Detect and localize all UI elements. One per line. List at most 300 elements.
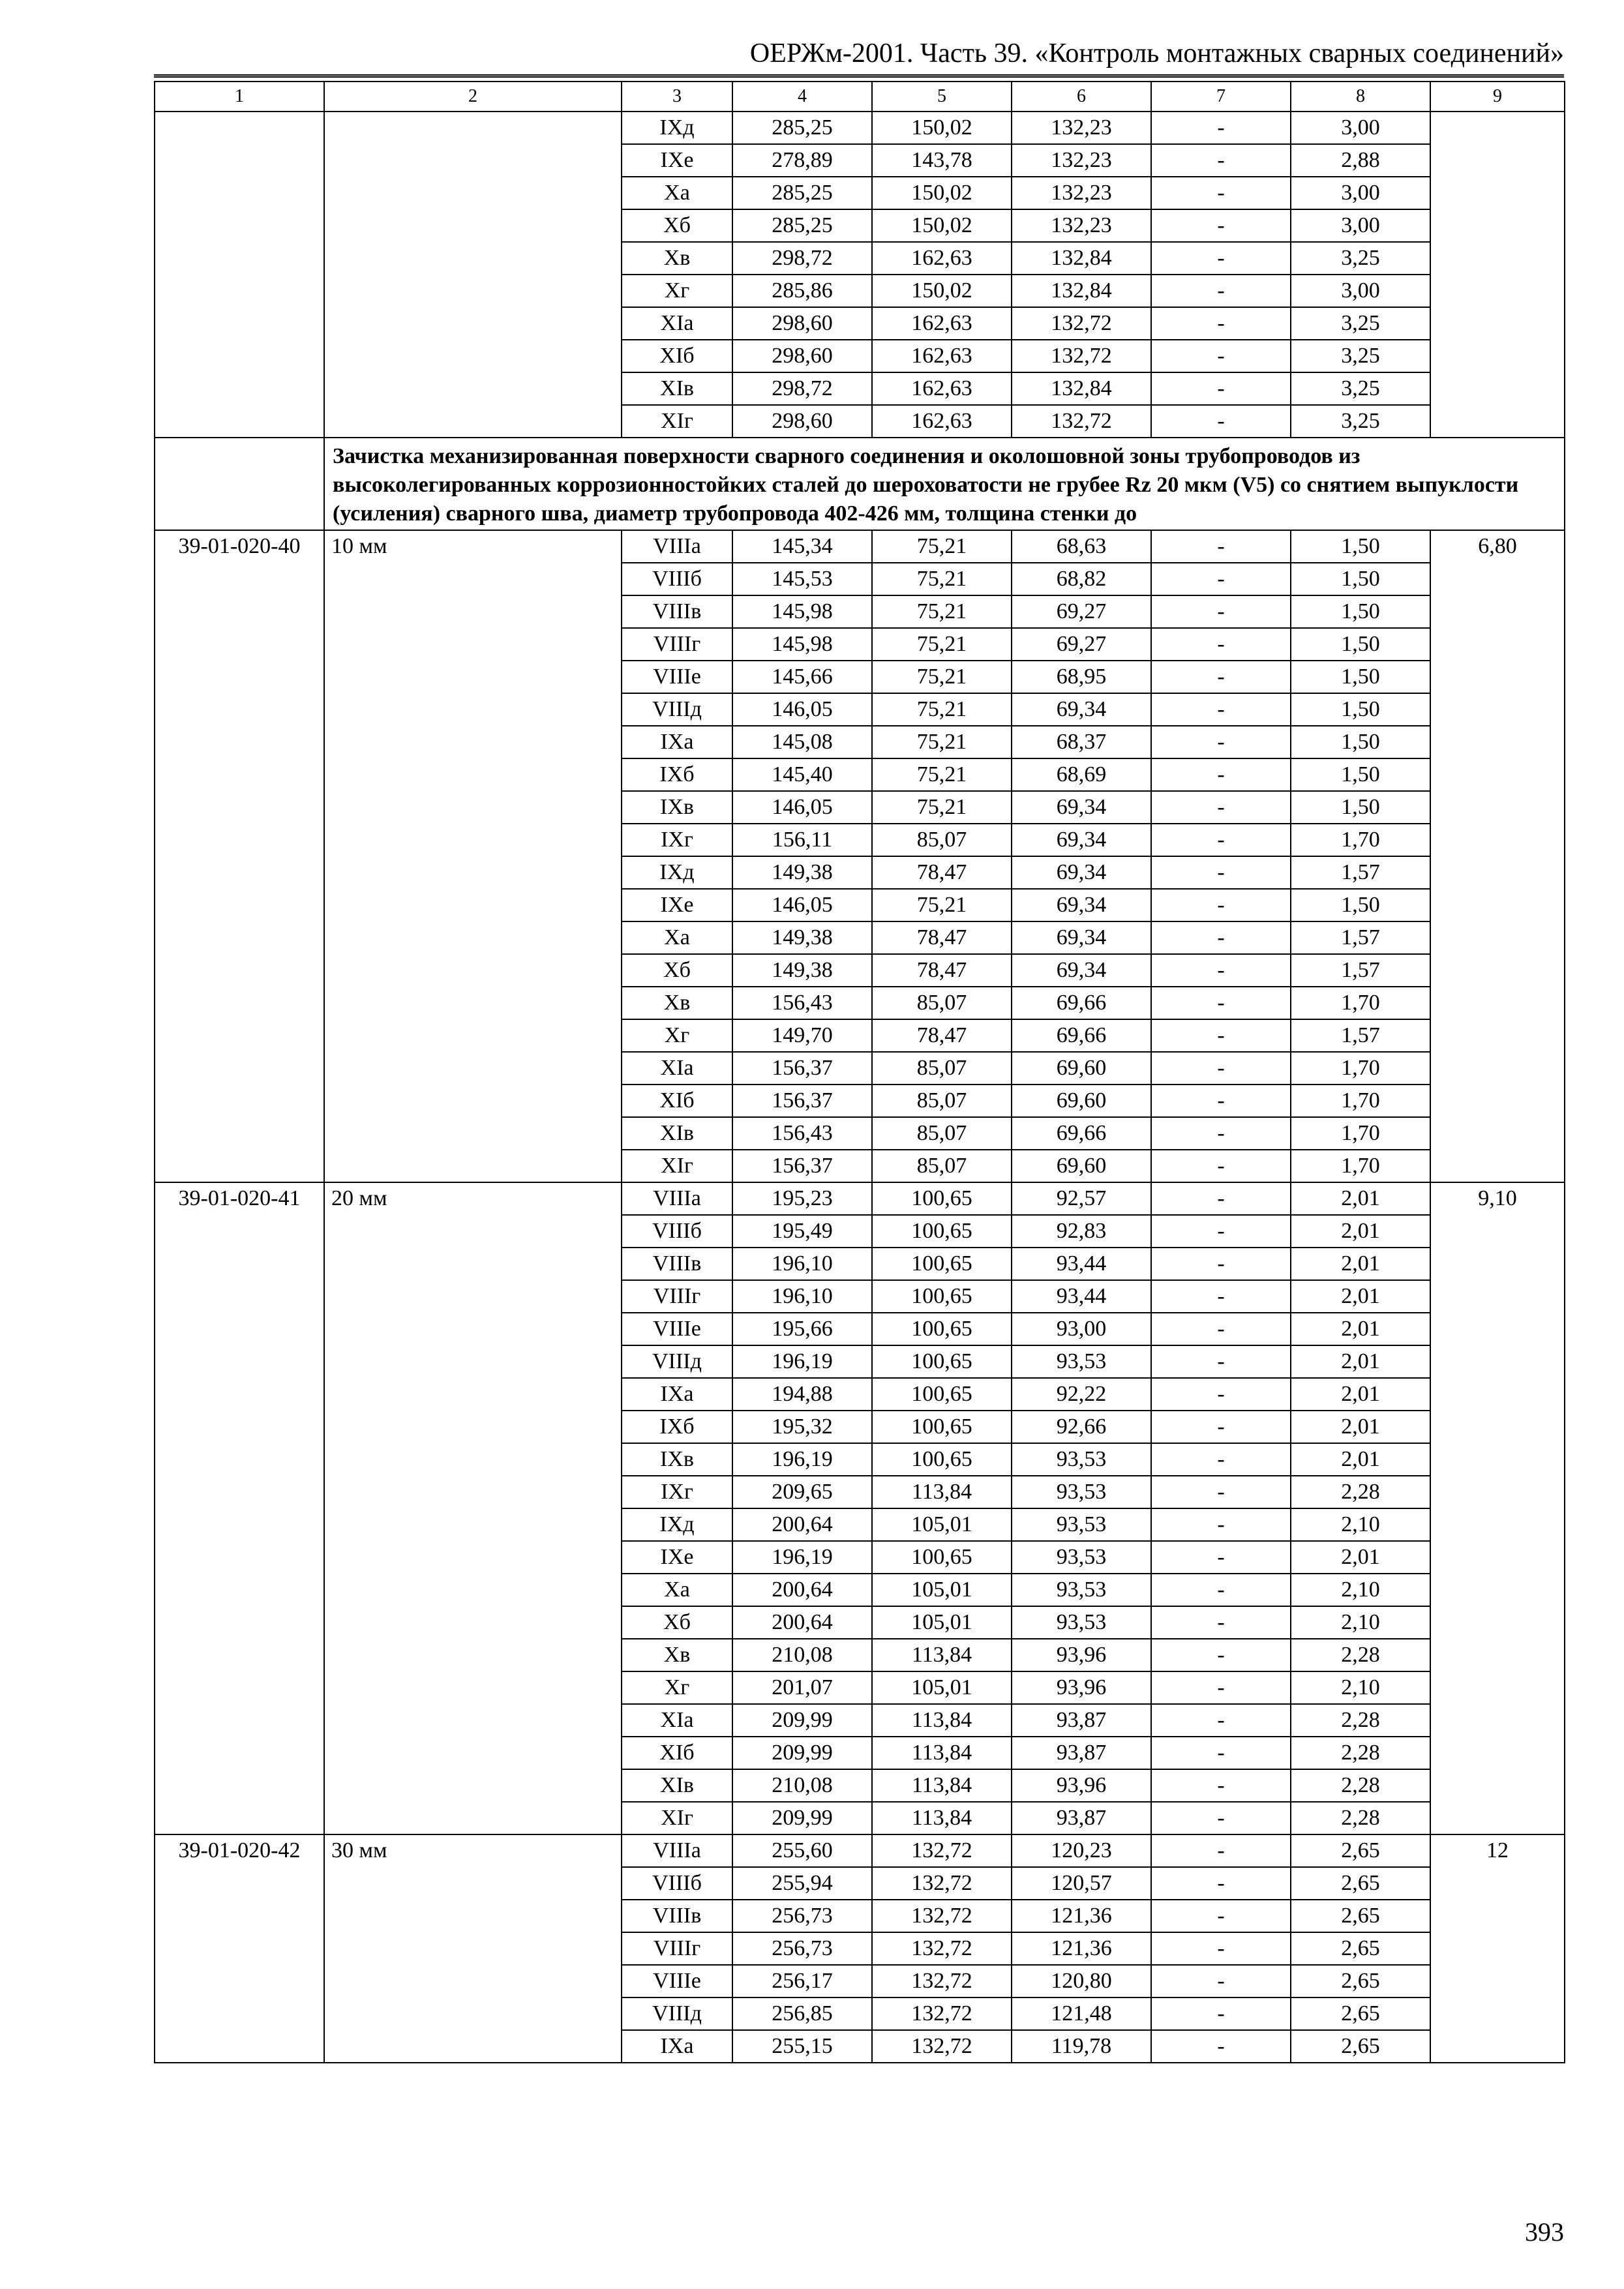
price-table [154, 81, 1565, 2063]
value-cell: 113,84 [872, 1704, 1012, 1737]
value-cell: 285,25 [732, 209, 872, 242]
zone-cell: Xг [622, 275, 732, 307]
value-cell: 210,08 [732, 1769, 872, 1802]
value-cell: 105,01 [872, 1671, 1012, 1704]
value-cell: 209,99 [732, 1802, 872, 1834]
value-cell: 1,50 [1291, 693, 1430, 726]
value-cell: - [1151, 1606, 1291, 1639]
value-cell: 255,15 [732, 2030, 872, 2063]
zone-cell: VIIIе [622, 1313, 732, 1345]
value-cell: 69,34 [1012, 921, 1151, 954]
zone-cell: VIIIв [622, 1248, 732, 1280]
value-cell: 285,25 [732, 177, 872, 209]
value-cell: 156,37 [732, 1052, 872, 1085]
wall-thickness: 20 мм [324, 1182, 622, 1834]
wall-thickness: 10 мм [324, 530, 622, 1182]
value-cell: 145,08 [732, 726, 872, 758]
value-cell: 93,44 [1012, 1280, 1151, 1313]
value-cell: 92,57 [1012, 1182, 1151, 1215]
value-cell: 156,11 [732, 824, 872, 856]
value-cell: 195,32 [732, 1411, 872, 1443]
value-cell: 113,84 [872, 1769, 1012, 1802]
value-cell: - [1151, 628, 1291, 661]
coefficient: 6,80 [1430, 530, 1565, 1182]
zone-cell: XIг [622, 1150, 732, 1182]
value-cell: - [1151, 1834, 1291, 1867]
value-cell: 132,72 [872, 1965, 1012, 1997]
value-cell: 2,65 [1291, 1900, 1430, 1932]
value-cell: - [1151, 530, 1291, 563]
value-cell: 93,87 [1012, 1704, 1151, 1737]
zone-cell: VIIIе [622, 661, 732, 693]
wall-thickness: 30 мм [324, 1834, 622, 2063]
value-cell: - [1151, 1476, 1291, 1508]
value-cell: 120,80 [1012, 1965, 1151, 1997]
value-cell: 132,72 [872, 1997, 1012, 2030]
value-cell: 162,63 [872, 405, 1012, 438]
value-cell: - [1151, 209, 1291, 242]
value-cell: 1,70 [1291, 987, 1430, 1019]
zone-cell: Xг [622, 1671, 732, 1704]
value-cell: 93,96 [1012, 1769, 1151, 1802]
value-cell: 69,66 [1012, 1117, 1151, 1150]
value-cell: 69,34 [1012, 954, 1151, 987]
value-cell: - [1151, 340, 1291, 372]
value-cell: 132,72 [872, 1932, 1012, 1965]
value-cell: 298,72 [732, 372, 872, 405]
value-cell: 149,38 [732, 954, 872, 987]
value-cell: 2,10 [1291, 1671, 1430, 1704]
zone-cell: XIв [622, 1769, 732, 1802]
value-cell: - [1151, 1052, 1291, 1085]
value-cell: 68,63 [1012, 530, 1151, 563]
value-cell: 200,64 [732, 1606, 872, 1639]
value-cell: 196,19 [732, 1345, 872, 1378]
zone-cell: VIIIа [622, 1182, 732, 1215]
value-cell: 75,21 [872, 889, 1012, 921]
value-cell: 1,70 [1291, 1150, 1430, 1182]
value-cell: - [1151, 1704, 1291, 1737]
value-cell: 93,96 [1012, 1639, 1151, 1671]
value-cell: 69,66 [1012, 1019, 1151, 1052]
value-cell: 113,84 [872, 1737, 1012, 1769]
empty-code-cell [155, 112, 324, 438]
column-number: 2 [324, 82, 622, 112]
value-cell: 2,28 [1291, 1802, 1430, 1834]
zone-cell: IXб [622, 758, 732, 791]
value-cell: - [1151, 242, 1291, 275]
value-cell: 69,27 [1012, 595, 1151, 628]
value-cell: 132,72 [872, 2030, 1012, 2063]
value-cell: 162,63 [872, 307, 1012, 340]
value-cell: - [1151, 307, 1291, 340]
zone-cell: IXе [622, 889, 732, 921]
value-cell: 100,65 [872, 1411, 1012, 1443]
value-cell: 121,36 [1012, 1900, 1151, 1932]
zone-cell: VIIIа [622, 1834, 732, 1867]
value-cell: - [1151, 1378, 1291, 1411]
value-cell: 209,99 [732, 1704, 872, 1737]
value-cell: 145,66 [732, 661, 872, 693]
value-cell: 196,19 [732, 1443, 872, 1476]
value-cell: - [1151, 1215, 1291, 1248]
value-cell: 156,37 [732, 1085, 872, 1117]
value-cell: 69,34 [1012, 791, 1151, 824]
value-cell: - [1151, 1802, 1291, 1834]
zone-cell: XIг [622, 1802, 732, 1834]
value-cell: - [1151, 1182, 1291, 1215]
value-cell: - [1151, 954, 1291, 987]
value-cell: 1,50 [1291, 889, 1430, 921]
zone-cell: IXг [622, 824, 732, 856]
value-cell: 2,01 [1291, 1182, 1430, 1215]
value-cell: 100,65 [872, 1541, 1012, 1574]
value-cell: 146,05 [732, 693, 872, 726]
value-cell: 145,98 [732, 628, 872, 661]
value-cell: 194,88 [732, 1378, 872, 1411]
value-cell: - [1151, 2030, 1291, 2063]
empty-code-cell [155, 438, 324, 530]
zone-cell: Xа [622, 177, 732, 209]
zone-cell: XIа [622, 1704, 732, 1737]
value-cell: 132,23 [1012, 209, 1151, 242]
value-cell: 75,21 [872, 726, 1012, 758]
value-cell: 75,21 [872, 595, 1012, 628]
value-cell: 100,65 [872, 1215, 1012, 1248]
value-cell: 92,22 [1012, 1378, 1151, 1411]
value-cell: 132,72 [1012, 405, 1151, 438]
zone-cell: IXа [622, 1378, 732, 1411]
value-cell: 132,84 [1012, 275, 1151, 307]
empty-coef-cell [1430, 112, 1565, 438]
value-cell: 278,89 [732, 144, 872, 177]
value-cell: 1,57 [1291, 921, 1430, 954]
zone-cell: VIIIг [622, 1932, 732, 1965]
value-cell: 1,50 [1291, 595, 1430, 628]
zone-cell: XIв [622, 1117, 732, 1150]
value-cell: 75,21 [872, 530, 1012, 563]
value-cell: 113,84 [872, 1802, 1012, 1834]
value-cell: 100,65 [872, 1313, 1012, 1345]
value-cell: 75,21 [872, 791, 1012, 824]
value-cell: 92,66 [1012, 1411, 1151, 1443]
section-title: Зачистка механизированная поверхности сварного соединения и околошовной зоны трубопроводов из высоколегированных коррозионностойких сталей до шероховатости не грубее Rz 20 мкм (V5) со снятием выпуклости (усиления) сварного шва, диаметр трубопровода 402-426 мм, толщина стенки до [324, 438, 1565, 530]
value-cell: 85,07 [872, 1085, 1012, 1117]
value-cell: - [1151, 726, 1291, 758]
value-cell: 78,47 [872, 921, 1012, 954]
value-cell: 100,65 [872, 1378, 1012, 1411]
value-cell: 195,49 [732, 1215, 872, 1248]
value-cell: 1,50 [1291, 661, 1430, 693]
value-cell: 149,38 [732, 856, 872, 889]
norm-code: 39-01-020-41 [155, 1182, 324, 1834]
value-cell: 285,25 [732, 112, 872, 144]
value-cell: 75,21 [872, 563, 1012, 595]
column-number: 8 [1291, 82, 1430, 112]
value-cell: - [1151, 112, 1291, 144]
value-cell: 2,28 [1291, 1769, 1430, 1802]
value-cell: 78,47 [872, 856, 1012, 889]
value-cell: 162,63 [872, 242, 1012, 275]
zone-cell: XIг [622, 405, 732, 438]
zone-cell: IXа [622, 726, 732, 758]
value-cell: - [1151, 177, 1291, 209]
value-cell: 69,60 [1012, 1150, 1151, 1182]
zone-cell: VIIIб [622, 1215, 732, 1248]
value-cell: 2,88 [1291, 144, 1430, 177]
zone-cell: Xб [622, 209, 732, 242]
value-cell: - [1151, 791, 1291, 824]
zone-cell: IXб [622, 1411, 732, 1443]
value-cell: 2,01 [1291, 1541, 1430, 1574]
value-cell: 1,50 [1291, 758, 1430, 791]
value-cell: - [1151, 1639, 1291, 1671]
value-cell: 93,53 [1012, 1476, 1151, 1508]
value-cell: 132,72 [1012, 307, 1151, 340]
value-cell: - [1151, 1117, 1291, 1150]
value-cell: 2,10 [1291, 1606, 1430, 1639]
value-cell: 93,53 [1012, 1541, 1151, 1574]
value-cell: 105,01 [872, 1574, 1012, 1606]
value-cell: 209,65 [732, 1476, 872, 1508]
value-cell: - [1151, 1541, 1291, 1574]
value-cell: 150,02 [872, 209, 1012, 242]
value-cell: 93,96 [1012, 1671, 1151, 1704]
value-cell: 75,21 [872, 693, 1012, 726]
value-cell: 69,60 [1012, 1085, 1151, 1117]
section-title-row [155, 438, 1565, 530]
value-cell: - [1151, 1574, 1291, 1606]
value-cell: 85,07 [872, 1052, 1012, 1085]
value-cell: - [1151, 405, 1291, 438]
value-cell: 68,95 [1012, 661, 1151, 693]
value-cell: 100,65 [872, 1182, 1012, 1215]
value-cell: - [1151, 1867, 1291, 1900]
zone-cell: VIIIб [622, 563, 732, 595]
value-cell: 210,08 [732, 1639, 872, 1671]
value-cell: 195,23 [732, 1182, 872, 1215]
zone-cell: Xа [622, 921, 732, 954]
value-cell: 150,02 [872, 177, 1012, 209]
coefficient: 9,10 [1430, 1182, 1565, 1834]
value-cell: 132,72 [872, 1867, 1012, 1900]
value-cell: 132,72 [872, 1834, 1012, 1867]
value-cell: 113,84 [872, 1639, 1012, 1671]
value-cell: 201,07 [732, 1671, 872, 1704]
empty-thickness-cell [324, 112, 622, 438]
value-cell: 93,00 [1012, 1313, 1151, 1345]
value-cell: 121,36 [1012, 1932, 1151, 1965]
column-number: 1 [155, 82, 324, 112]
table-row [155, 1182, 1565, 1215]
zone-cell: Xв [622, 987, 732, 1019]
zone-cell: VIIIб [622, 1867, 732, 1900]
zone-cell: Xб [622, 954, 732, 987]
value-cell: 145,53 [732, 563, 872, 595]
zone-cell: XIб [622, 1085, 732, 1117]
value-cell: 298,72 [732, 242, 872, 275]
value-cell: 3,00 [1291, 177, 1430, 209]
value-cell: 93,87 [1012, 1737, 1151, 1769]
zone-cell: Xг [622, 1019, 732, 1052]
value-cell: 100,65 [872, 1280, 1012, 1313]
value-cell: 162,63 [872, 372, 1012, 405]
value-cell: 2,01 [1291, 1280, 1430, 1313]
value-cell: 78,47 [872, 954, 1012, 987]
zone-cell: IXе [622, 1541, 732, 1574]
value-cell: - [1151, 1411, 1291, 1443]
zone-cell: IXв [622, 791, 732, 824]
value-cell: 1,50 [1291, 563, 1430, 595]
value-cell: 3,25 [1291, 340, 1430, 372]
value-cell: 105,01 [872, 1508, 1012, 1541]
zone-cell: Xв [622, 1639, 732, 1671]
value-cell: - [1151, 921, 1291, 954]
value-cell: 93,53 [1012, 1574, 1151, 1606]
value-cell: 3,00 [1291, 209, 1430, 242]
value-cell: 2,65 [1291, 1997, 1430, 2030]
value-cell: 132,23 [1012, 177, 1151, 209]
value-cell: 2,01 [1291, 1215, 1430, 1248]
value-cell: 100,65 [872, 1345, 1012, 1378]
value-cell: 255,94 [732, 1867, 872, 1900]
value-cell: 150,02 [872, 275, 1012, 307]
value-cell: 69,34 [1012, 693, 1151, 726]
value-cell: 1,50 [1291, 530, 1430, 563]
value-cell: 196,10 [732, 1248, 872, 1280]
value-cell: 93,53 [1012, 1606, 1151, 1639]
column-number-row [155, 82, 1565, 112]
value-cell: 69,60 [1012, 1052, 1151, 1085]
value-cell: 119,78 [1012, 2030, 1151, 2063]
zone-cell: IXд [622, 856, 732, 889]
zone-cell: VIIIг [622, 628, 732, 661]
column-number: 7 [1151, 82, 1291, 112]
norm-code: 39-01-020-40 [155, 530, 324, 1182]
zone-cell: VIIIд [622, 693, 732, 726]
zone-cell: VIIIа [622, 530, 732, 563]
value-cell: 146,05 [732, 889, 872, 921]
value-cell: - [1151, 1997, 1291, 2030]
value-cell: 92,83 [1012, 1215, 1151, 1248]
value-cell: - [1151, 1443, 1291, 1476]
zone-cell: IXа [622, 2030, 732, 2063]
value-cell: 256,73 [732, 1932, 872, 1965]
value-cell: - [1151, 889, 1291, 921]
zone-cell: XIб [622, 340, 732, 372]
value-cell: 196,19 [732, 1541, 872, 1574]
zone-cell: VIIIе [622, 1965, 732, 1997]
table-row [155, 530, 1565, 563]
value-cell: 100,65 [872, 1248, 1012, 1280]
value-cell: - [1151, 595, 1291, 628]
zone-cell: XIа [622, 1052, 732, 1085]
value-cell: 75,21 [872, 758, 1012, 791]
value-cell: - [1151, 824, 1291, 856]
value-cell: 132,23 [1012, 144, 1151, 177]
value-cell: 121,48 [1012, 1997, 1151, 2030]
column-number: 4 [732, 82, 872, 112]
value-cell: 143,78 [872, 144, 1012, 177]
value-cell: - [1151, 1313, 1291, 1345]
value-cell: 200,64 [732, 1574, 872, 1606]
zone-cell: VIIIд [622, 1345, 732, 1378]
value-cell: 285,86 [732, 275, 872, 307]
value-cell: 162,63 [872, 340, 1012, 372]
value-cell: - [1151, 1248, 1291, 1280]
value-cell: 3,00 [1291, 275, 1430, 307]
value-cell: - [1151, 1932, 1291, 1965]
value-cell: - [1151, 144, 1291, 177]
zone-cell: XIб [622, 1737, 732, 1769]
value-cell: 68,37 [1012, 726, 1151, 758]
zone-cell: VIIIв [622, 595, 732, 628]
value-cell: - [1151, 856, 1291, 889]
zone-cell: VIIIв [622, 1900, 732, 1932]
zone-cell: IXг [622, 1476, 732, 1508]
zone-cell: IXе [622, 144, 732, 177]
value-cell: 2,28 [1291, 1737, 1430, 1769]
value-cell: - [1151, 1671, 1291, 1704]
value-cell: 2,01 [1291, 1313, 1430, 1345]
value-cell: - [1151, 1769, 1291, 1802]
value-cell: - [1151, 1965, 1291, 1997]
value-cell: - [1151, 693, 1291, 726]
value-cell: - [1151, 275, 1291, 307]
value-cell: - [1151, 563, 1291, 595]
zone-cell: IXд [622, 112, 732, 144]
value-cell: 298,60 [732, 405, 872, 438]
value-cell: 156,43 [732, 987, 872, 1019]
value-cell: 149,70 [732, 1019, 872, 1052]
value-cell: 2,65 [1291, 1867, 1430, 1900]
value-cell: 1,50 [1291, 628, 1430, 661]
running-header [154, 34, 1564, 78]
value-cell: 209,99 [732, 1737, 872, 1769]
value-cell: 132,84 [1012, 372, 1151, 405]
value-cell: 132,72 [872, 1900, 1012, 1932]
page-number: 393 [1525, 2217, 1564, 2247]
value-cell: 2,10 [1291, 1508, 1430, 1541]
value-cell: 1,70 [1291, 824, 1430, 856]
value-cell: 1,57 [1291, 1019, 1430, 1052]
value-cell: 85,07 [872, 1150, 1012, 1182]
zone-cell: Xа [622, 1574, 732, 1606]
value-cell: 298,60 [732, 340, 872, 372]
value-cell: 150,02 [872, 112, 1012, 144]
value-cell: 93,87 [1012, 1802, 1151, 1834]
value-cell: - [1151, 1900, 1291, 1932]
value-cell: 68,82 [1012, 563, 1151, 595]
value-cell: 1,50 [1291, 791, 1430, 824]
zone-cell: VIIIд [622, 1997, 732, 2030]
value-cell: 149,38 [732, 921, 872, 954]
value-cell: 1,70 [1291, 1085, 1430, 1117]
value-cell: - [1151, 372, 1291, 405]
value-cell: - [1151, 1150, 1291, 1182]
value-cell: 1,70 [1291, 1052, 1430, 1085]
value-cell: 113,84 [872, 1476, 1012, 1508]
value-cell: - [1151, 1019, 1291, 1052]
value-cell: 256,17 [732, 1965, 872, 1997]
value-cell: 69,27 [1012, 628, 1151, 661]
zone-cell: XIа [622, 307, 732, 340]
value-cell: 93,53 [1012, 1508, 1151, 1541]
value-cell: 2,01 [1291, 1443, 1430, 1476]
value-cell: 256,85 [732, 1997, 872, 2030]
value-cell: 3,25 [1291, 307, 1430, 340]
value-cell: 2,28 [1291, 1639, 1430, 1671]
